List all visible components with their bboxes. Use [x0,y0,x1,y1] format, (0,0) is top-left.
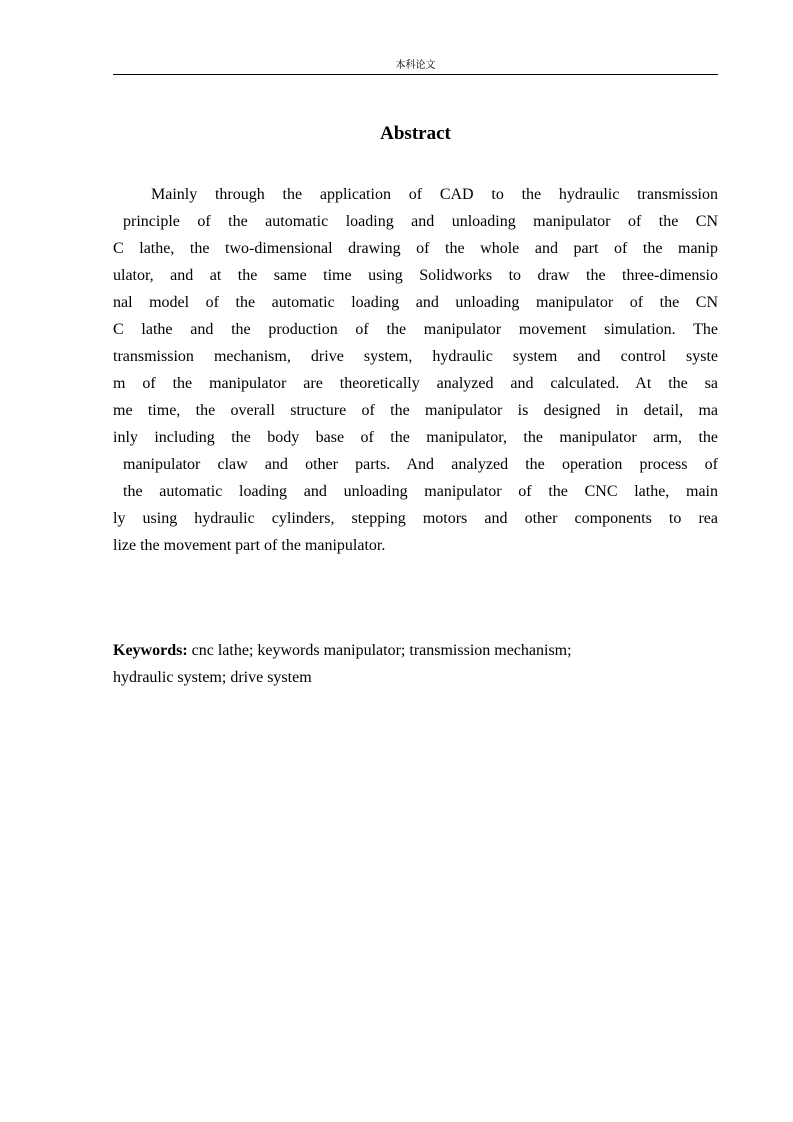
keywords-line-1 [113,637,718,664]
abstract-line: principle of the automatic loading and unloading manipulator of the CN [123,213,718,230]
page-header [113,55,718,75]
abstract-line: nal model of the automatic loading and unloading manipulator of the CN [113,294,718,311]
keywords-label: Keywords: [113,642,188,659]
abstract-line: Mainly through the application of CAD to the hydraulic transmission [151,186,718,203]
abstract-line: C lathe, the two-dimensional drawing of the whole and part of the manip [113,240,718,257]
abstract-line: lize the movement part of the manipulator. [113,537,386,554]
abstract-body [113,181,718,559]
abstract-line: ly using hydraulic cylinders, stepping motors and other components to rea [113,510,718,527]
abstract-line: C lathe and the production of the manipulator movement simulation. The [113,321,718,338]
abstract-line: ulator, and at the same time using Solidworks to draw the three-dimensio [113,267,718,284]
abstract-line: m of the manipulator are theoretically analyzed and calculated. At the sa [113,375,718,392]
page-title: Abstract [380,123,451,144]
abstract-line: inly including the body base of the manipulator, the manipulator arm, the [113,429,718,446]
abstract-line: me time, the overall structure of the manipulator is designed in detail, ma [113,402,718,419]
keywords-text-1: cnc lathe; keywords manipulator; transmission mechanism; [187,642,572,659]
keywords-line-2: hydraulic system; drive system [113,669,312,686]
abstract-line: the automatic loading and unloading manipulator of the CNC lathe, main [123,483,718,500]
keywords-section [113,637,718,691]
abstract-line: manipulator claw and other parts. And analyzed the operation process of [123,456,718,473]
abstract-line: transmission mechanism, drive system, hydraulic system and control syste [113,348,718,365]
header-text: 本科论文 [395,60,436,71]
